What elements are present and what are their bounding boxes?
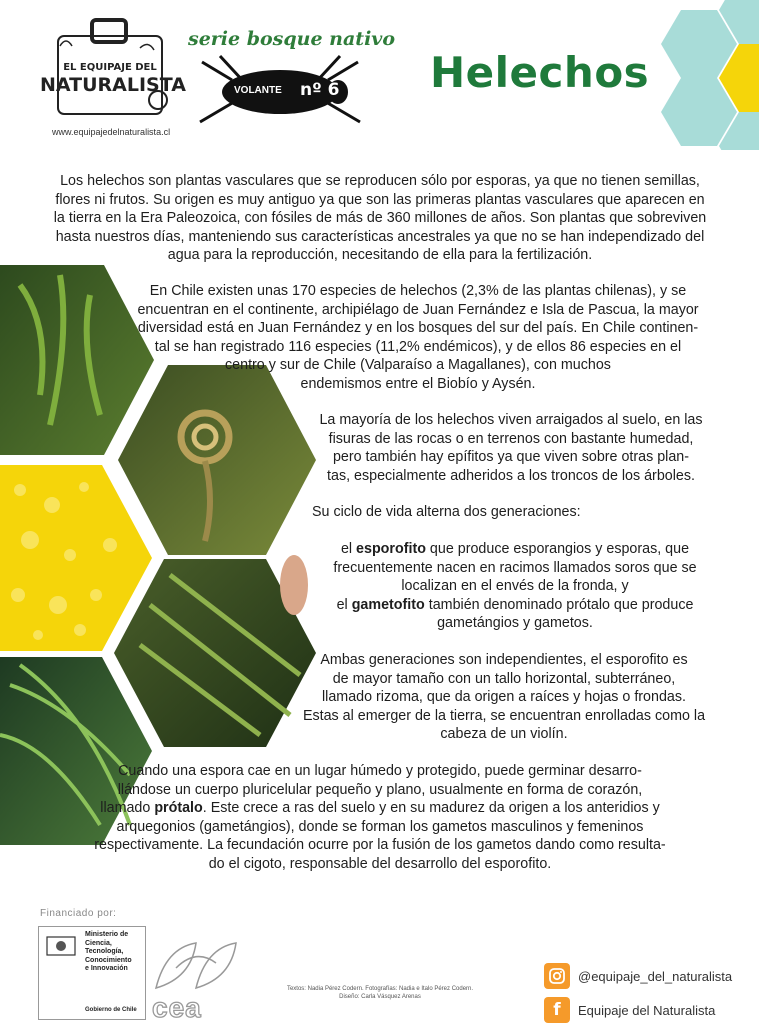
cea-label: cea — [152, 992, 202, 1023]
ministry-logo: Ministerio de Ciencia, Tecnología, Conocimiento e Innovación Gobierno de Chile — [38, 926, 146, 1020]
paragraph-cycle: Su ciclo de vida alterna dos generaciones: — [312, 504, 581, 520]
website-url[interactable]: www.equipajedelnaturalista.cl — [52, 127, 171, 137]
esporofito-term: esporofito — [356, 541, 426, 557]
leaf-icon — [148, 938, 243, 998]
cea-logo — [148, 938, 243, 1023]
facebook-link[interactable] — [544, 997, 715, 1023]
logo-line2: NATURALISTA — [40, 74, 186, 96]
volante-label: VOLANTE — [234, 85, 282, 96]
logo-line1: EL EQUIPAJE DEL — [63, 62, 157, 73]
gametofito-term: gametofito — [351, 596, 425, 613]
credits: Textos: Nadia Pérez Codern. Fotografías: Nadia e Italo Pérez Codern. Diseño: Carla Vásquez Arenas — [286, 986, 474, 1000]
instagram-handle: @equipaje_del_naturalista — [578, 968, 733, 984]
equipaje-logo — [40, 18, 186, 123]
paragraph-chile: En Chile existen unas 170 especies de helechos (2,3% de las plantas chilenas), y se encuentran en el continente, archipiélago de Juan Fernández e Isla de Pascua, la mayor diversidad está en Juan Fernández y en los bosques del sur del país. En Chile continen- tal se han registrado 116 especies (11,2% endémicos), y de ellos 86 especies en el centro y sur de Chile (Valparaíso a Magallanes), con muchos endemismos entre el Biobío y Aysén. — [137, 283, 699, 392]
paragraph-independent: Ambas generaciones son independientes, el esporofito es de mayor tamaño con un tallo horizontal, subterráneo, llamado rizoma, que da origen a raíces y hojas o frondas. Estas al emerger de la tierra, se encuentran enrolladas como la cabeza de un violín. — [302, 652, 706, 742]
chile-shield-icon — [45, 933, 77, 959]
paragraph-habitat: La mayoría de los helechos viven arraigados al suelo, en las fisuras de las rocas o en terrenos con bastante humedad, pero también hay epífitos ya que viven sobre otras plan- tas, especialmente adheridos a los troncos de los árboles. — [319, 412, 703, 484]
beetle-icon — [192, 52, 368, 132]
instagram-icon — [544, 963, 570, 989]
page-title: Helechos — [430, 48, 650, 97]
volante-number: nº 6 — [300, 80, 340, 100]
gov-label: Gobierno de Chile — [85, 1007, 137, 1013]
instagram-link[interactable] — [544, 963, 732, 989]
series-label: serie bosque nativo — [188, 28, 396, 50]
funded-by-label: Financiado por: — [40, 908, 117, 919]
facebook-name: Equipaje del Naturalista — [578, 1002, 716, 1018]
protalo-term: prótalo — [154, 800, 203, 816]
paragraph-intro: Los helechos son plantas vasculares que se reproducen sólo por esporas, ya que no tienen semillas, flores ni frutos. Su origen es muy antiguo ya que son las primeras plantas vasculares que aparecen en la tierra en la Era Paleozoica, con fósiles de más de 360 millones de años. Son plantas que sobreviven hasta nuestros días, manteniendo sus características ancestrales ya que no se han independizado del agua para la reproducción, necesitando de ella para la fertilización. — [53, 173, 707, 263]
facebook-icon: f — [544, 997, 570, 1023]
paragraph-generations: el esporofito que produce esporangios y esporas, que frecuentemente nacen en racimos llamados soros que se localizan en el envés de la fronda, y el gametofito también denominado prótalo que produce gametángios y gametos. — [333, 541, 697, 631]
hexagon-decoration — [659, 0, 759, 150]
paragraph-germination: Cuando una espora cae en un lugar húmedo y protegido, puede germinar desarro- llándose un cuerpo pluricelular pequeño y plano, usualmente en forma de corazón, llamado prótalo. Este crece a ras del suelo y en su madurez da origen a los anteridios y arquegonios (gametángios), donde se forman los gametos masculinos y femeninos respectivamente. La fecundación ocurre por la fusión de los gametos dando como resulta- do el cigoto, responsable del desarrollo del esporofito. — [94, 763, 666, 872]
